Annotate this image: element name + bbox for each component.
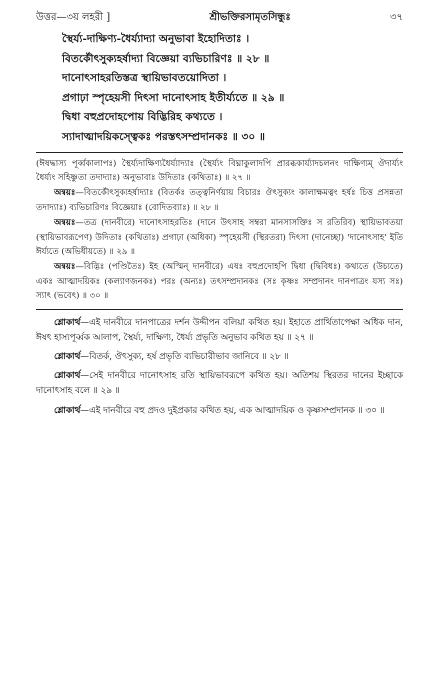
commentary-text: —তত্র (দানবীরে) দানোৎসাহরতিঃ (দানে উৎসাহ সম্বরা মানসাসক্তিঃ স রতিরিব) স্থায়িভাবতয়া (স্থায়িভাবরূপেণ) উদিতাঃ (কথিতাঃ) প্রগাঢ়া (অধিকা) স্পৃহেয়সী (স্থিরতরা) দিৎসা (দানেচ্ছা) 'দানোৎসাহ' ইতি ঈর্য্যতে (অভিধীয়তে) ॥ ২৯ ॥ <box>36 218 403 257</box>
translation-text: —এই দানবীরে দানপাত্রের দর্শন উদ্দীপন বলিয়া কথিত হয়। ইহাতে প্রার্থিতাপেক্ষা অধিক দান, ঈষৎ হাস্যপূর্ব্বক আলাপ, স্থৈর্য্য, দাক্ষিণ্য, ধৈর্য্য প্রভৃতি অনুভাব কথিত হয় ॥ ২৭ ॥ <box>36 317 403 343</box>
commentary-paragraph <box>36 157 403 186</box>
translation-paragraph <box>36 350 403 365</box>
translation-paragraph <box>36 369 403 399</box>
commentary-paragraph <box>36 260 403 303</box>
translation-text: —সেই দানবীরে দানোৎসাহ রতি স্থায়িভাবরূপে কথিত হয়। অতিশয় স্থিরতর দানের ইচ্ছাকে দানোৎসাহ বলে ॥ ২৯ ॥ <box>36 371 403 397</box>
commentary-section <box>36 157 403 304</box>
chapter-heading: উত্তর—৩য় লহরী ] <box>36 12 111 23</box>
translation-paragraph <box>36 316 403 346</box>
verse-line: দ্বিধা বহুপ্রদোহপোয় বিদ্ভিরিহ কথ্যতে । <box>62 111 223 124</box>
translation-paragraph <box>36 404 403 419</box>
commentary-text: —বিদ্ভিঃ (পণ্ডিতৈঃ) ইহ (অস্মিন্ দানবীরে) এষঃ বহুপ্রদোহপি দ্বিধা (দ্বিবিধঃ) কথ্যতে (উচ্যতে) একঃ আত্মাদয়িকঃ (কল্যাণজনকঃ) পরঃ (অন্যঃ) তৎসম্প্রদানকঃ (সঃ কৃষ্ণঃ সম্প্রদানং দানপাত্রং যস্য সঃ) স্যাৎ (ভবেৎ) ॥ ৩০ ॥ <box>36 262 403 302</box>
shlokartha-label: শ্লোকার্থ <box>54 371 81 382</box>
verse-line: দানোৎসাহরতিস্তত্র স্থায়িভাবতয়োদিতা । <box>62 72 227 85</box>
shlokartha-label: শ্লোকার্থ <box>54 352 81 363</box>
verse-line: স্যাদাত্মাদয়িকস্ত্বেকঃ পরস্তৎসম্প্রদানকঃ ॥ ৩০ ॥ <box>62 130 265 143</box>
translation-text: —বিতর্ক, ঔৎসুক্য, হর্ষ প্রভৃতি ব্যভিচারীভাব জানিবে ॥ ২৮ ॥ <box>80 352 289 363</box>
anvaya-label: অন্বয়ঃ <box>54 188 76 199</box>
anvaya-label: অন্বয়ঃ <box>54 218 76 229</box>
sanskrit-verses <box>36 30 403 148</box>
commentary-text: —বিতর্কৌৎসুক্যহর্ষাদ্যাঃ (বিতর্কঃ তত্ত্বনির্ণয়ায় বিচারঃ ঔৎসুক্যং কালাক্ষমত্বং হর্ষঃ চিত্ত প্রসন্নতা তদাদ্যাঃ) ব্যভিচারিণঃ বিজ্ঞেয়াঃ (বোদিতব্যাঃ) ॥ ২৮ ॥ <box>36 188 403 213</box>
shlokartha-label: শ্লোকার্থ <box>54 405 81 416</box>
page-number: ৩৭ <box>389 12 403 23</box>
book-title: শ্রীভক্তিরসামৃতসিন্ধুঃ <box>209 12 291 23</box>
verse-line: প্রগাঢ়া স্পৃহেয়সী দিৎসা দানোৎসাহ ইতীর্য্যতে ॥ ২৯ ॥ <box>62 91 285 104</box>
verse-line: স্থৈর্য্য-দাক্ষিণ্য-ধৈর্য্যাদ্যা অনুভাবা ইহোদিতাঃ । <box>62 33 250 45</box>
commentary-paragraph <box>36 216 403 259</box>
verse-line: বিতর্কৌৎসুক্যহর্ষাদ্যা বিজ্ঞেয়া ব্যভিচারিণঃ ॥ ২৮ ॥ <box>62 52 270 65</box>
section-divider <box>36 309 403 310</box>
page-header <box>36 10 403 30</box>
anvaya-label: অন্বয়ঃ <box>54 262 76 273</box>
shlokartha-label: শ্লোকার্থ <box>54 317 81 328</box>
commentary-text: (ঈষদ্ধাস্য পূর্ব্বকালাপঃ) স্থৈর্য্যদাক্ষিণ্যধৈর্য্যাদ্যাঃ (স্থৈর্য্যং বিঘ্নাকুলাদপি প্রারব্ধকার্য্যাদচলনং দাক্ষিণ্যম্ ঔদার্য্যং ধৈর্য্যং সহিষ্ণুতা তদাদ্যাঃ) অনুভাবাঃ উদিতাঃ (কথিতাঃ) ॥ ২৭ ॥ <box>36 158 403 183</box>
section-divider <box>36 152 403 153</box>
translation-section <box>36 316 403 419</box>
commentary-paragraph <box>36 186 403 215</box>
translation-text: —এই দানবীরে বহু প্রদও দুইপ্রকার কথিত হয়, এক আত্মাদয়িক ও কৃষ্ণসম্প্রদানক ॥ ৩০ ॥ <box>80 405 385 416</box>
